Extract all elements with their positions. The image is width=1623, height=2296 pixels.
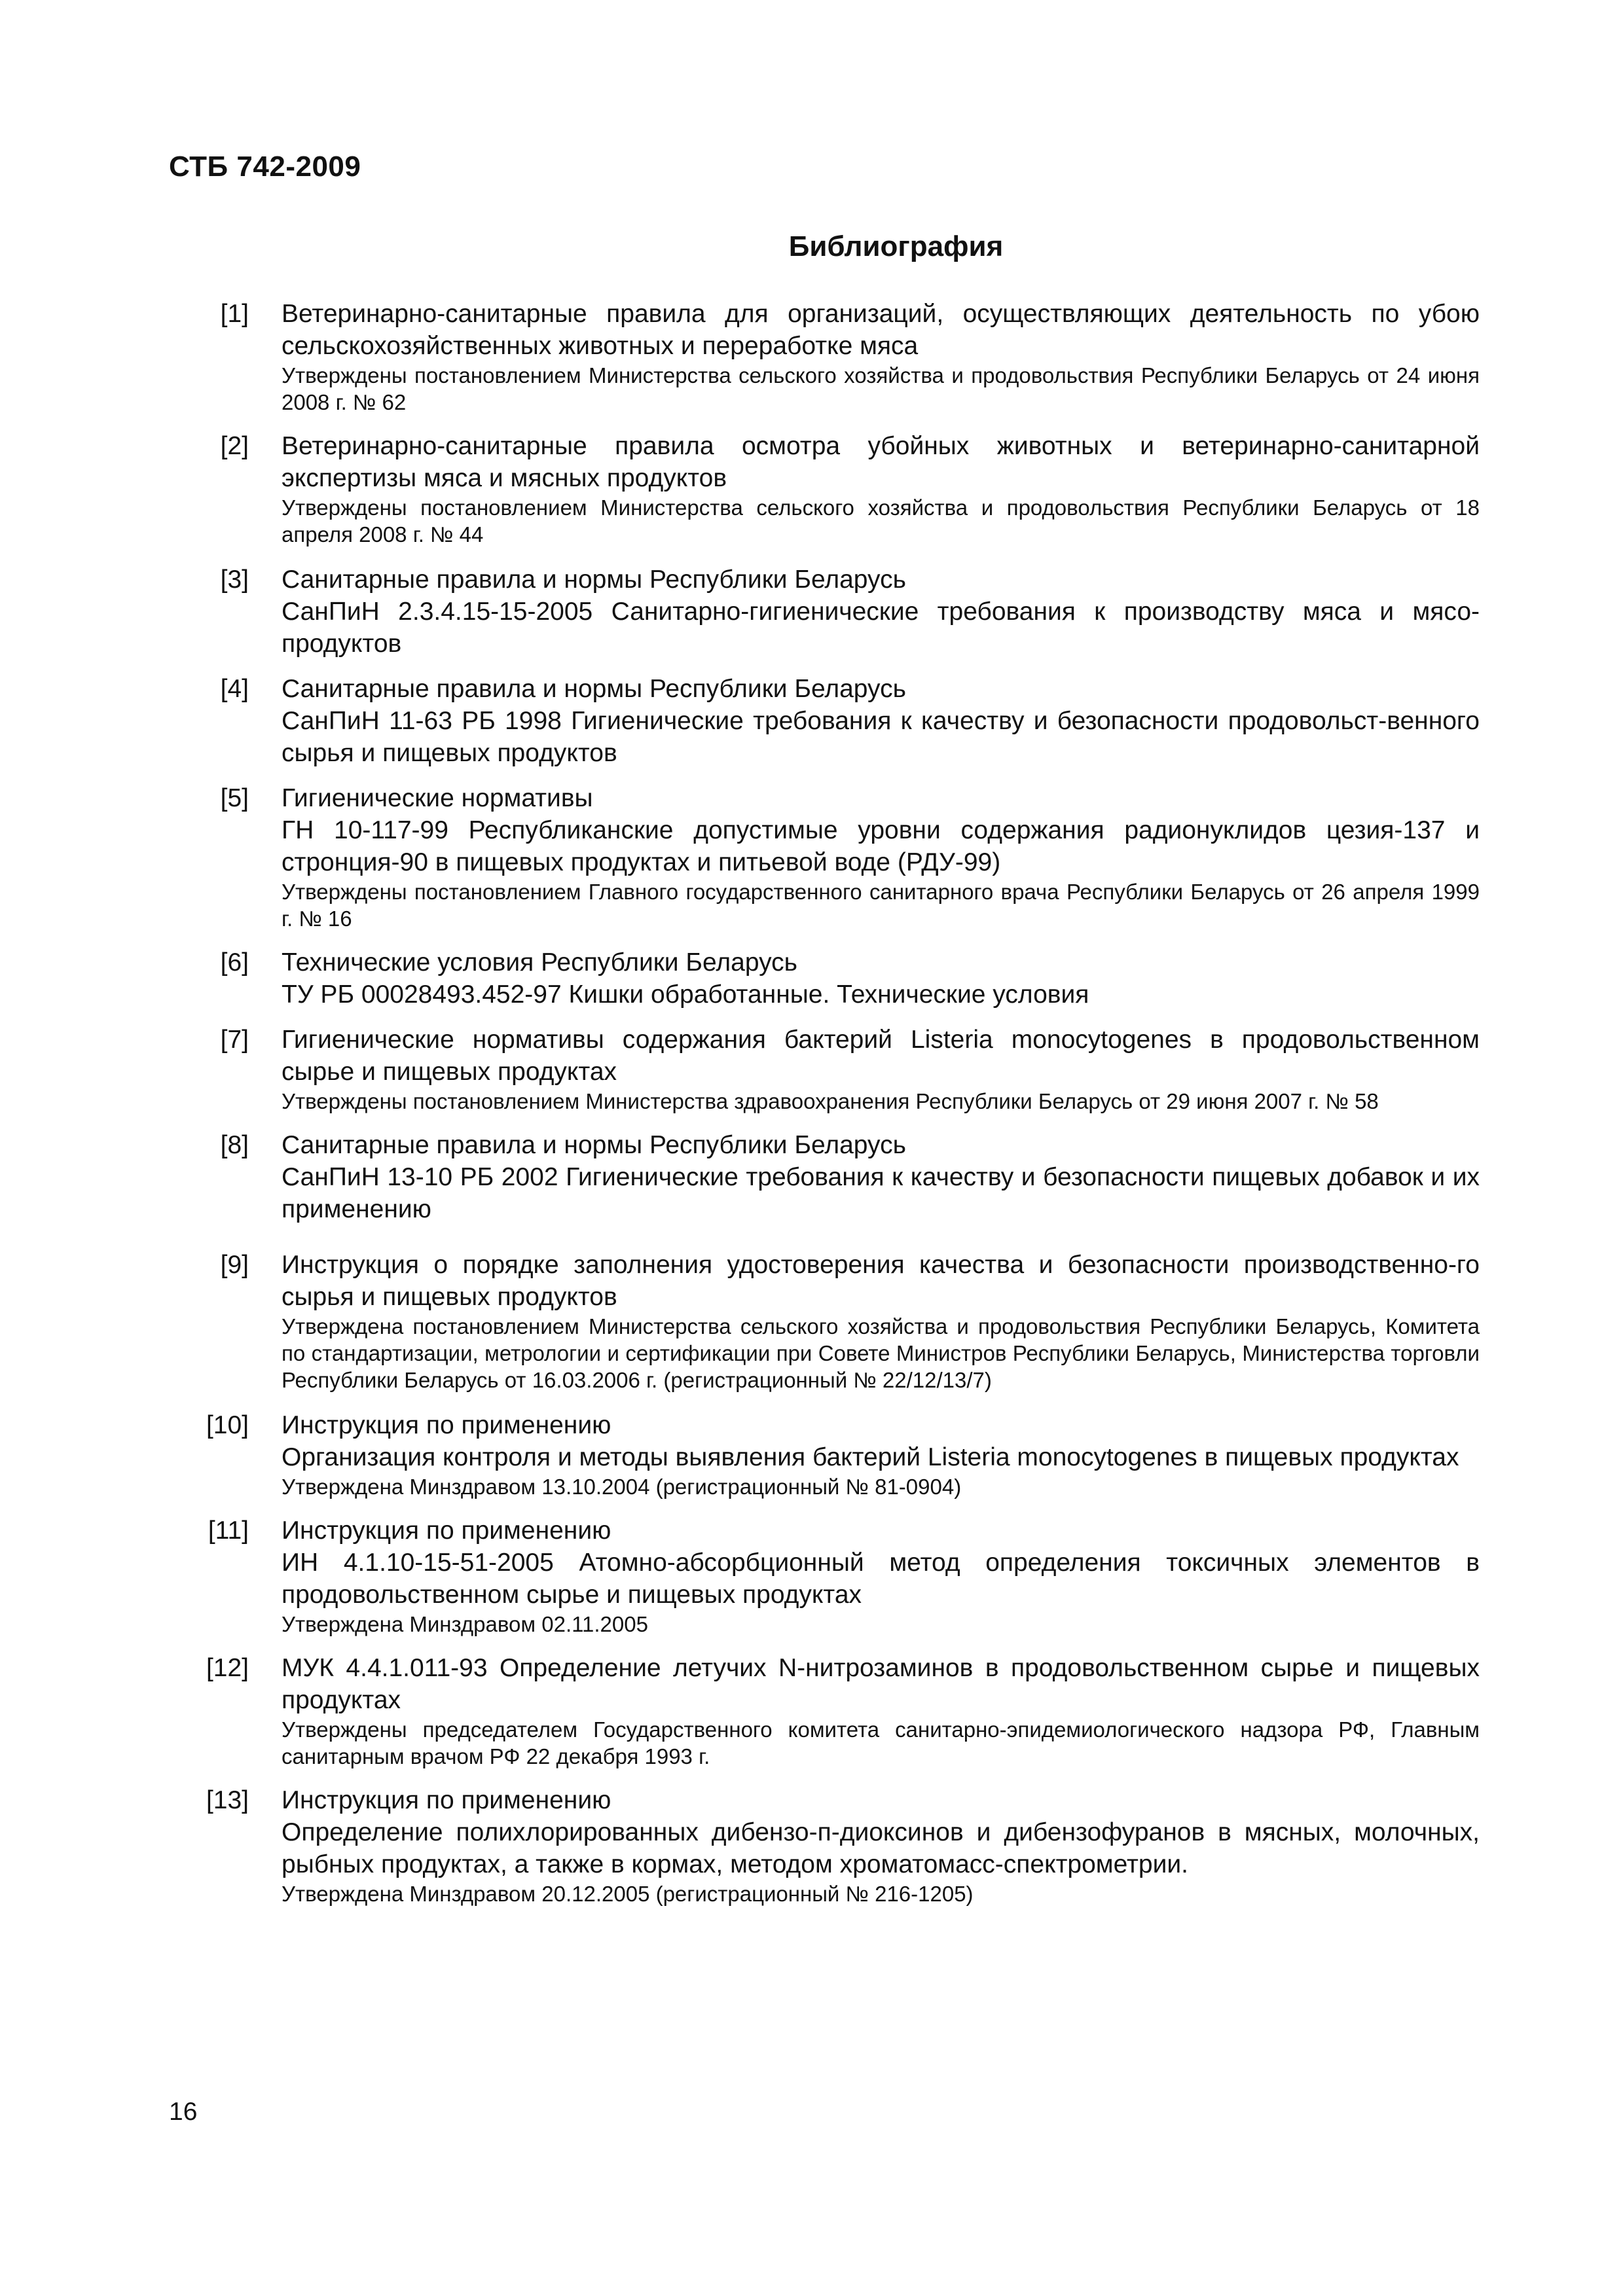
page-title: Библиография [788, 230, 1004, 262]
entry-subtitle: Определение полихлорированных дибензо-п-диоксинов и дибензофуранов в мясных, молочных, рыбных продуктах, а также в кормах, методом хроматомасс-спектрометрии. [282, 1818, 1480, 1878]
entry-number: [1] [220, 300, 249, 328]
entry-approval-note: Утверждены постановлением Министерства сельского хозяйства и продовольствия Республики Беларусь от 24 июня 2008 г. № 62 [282, 363, 1480, 414]
entry-approval-note: Утверждены постановлением Главного государственного санитарного врача Республики Беларусь от 26 апреля 1999 г. № 16 [282, 880, 1480, 931]
entry-number: [2] [220, 432, 249, 460]
entry-title: Инструкция по применению [282, 1516, 611, 1545]
bibliography-entry [196, 1129, 1480, 1225]
bibliography-entry [196, 1409, 1480, 1500]
entry-subtitle: ТУ РБ 00028493.452-97 Кишки обработанные. Технические условия [282, 980, 1089, 1009]
entry-title: Инструкция по применению [282, 1786, 611, 1814]
entry-subtitle: СанПиН 2.3.4.15-15-2005 Санитарно-гигиенические требования к производству мяса и мясо-продуктов [282, 598, 1480, 658]
bibliography-entry [196, 673, 1480, 769]
bibliography-entry [196, 1784, 1480, 1907]
entry-approval-note: Утверждены председателем Государственного комитета санитарно-эпидемиологического надзора РФ, Главным санитарным врачом РФ 22 декабря 1993 г. [282, 1717, 1480, 1768]
page-number: 16 [169, 2098, 198, 2126]
entry-title: Инструкция по применению [282, 1411, 611, 1439]
entry-approval-note: Утверждена постановлением Министерства сельского хозяйства и продовольствия Республики Беларусь, Комитета по стандартизации, метрологии и сертификации при Совете Министров Республики Беларусь, Министерства торговли Республики Беларусь от 16.03.2006 г. (регистрационный № 22/12/13/7) [282, 1314, 1480, 1392]
entry-number: [4] [220, 675, 249, 703]
entry-number: [5] [220, 784, 249, 812]
bibliography-entry [196, 564, 1480, 660]
bibliography-entry [196, 1515, 1480, 1638]
entry-title: Санитарные правила и нормы Республики Беларусь [282, 565, 906, 594]
entry-number: [9] [220, 1251, 249, 1279]
entry-title: Санитарные правила и нормы Республики Беларусь [282, 1131, 906, 1159]
entry-subtitle: СанПиН 11-63 РБ 1998 Гигиенические требования к качеству и безопасности продовольст-венного сырья и пищевых продуктов [282, 707, 1480, 767]
entry-number: [13] [206, 1786, 249, 1814]
bibliography-entry [196, 430, 1480, 548]
document-code: СТБ 742-2009 [169, 151, 361, 183]
bibliography-entry [196, 946, 1480, 1011]
entry-subtitle: Организация контроля и методы выявления бактерий Listeria monocytogenes в пищевых продуктах [282, 1443, 1459, 1471]
entry-approval-note: Утверждены постановлением Министерства здравоохранения Республики Беларусь от 29 июня 2007 г. № 58 [282, 1089, 1379, 1113]
bibliography-list [196, 298, 1480, 1907]
entry-subtitle: СанПиН 13-10 РБ 2002 Гигиенические требования к качеству и безопасности пищевых добавок и их применению [282, 1163, 1480, 1223]
entry-number: [12] [206, 1654, 249, 1682]
entry-approval-note: Утверждена Минздравом 20.12.2005 (регистрационный № 216-1205) [282, 1882, 974, 1906]
entry-title: Гигиенические нормативы содержания бактерий Listeria monocytogenes в продовольственном сырье и пищевых продуктах [282, 1026, 1480, 1086]
entry-title: Ветеринарно-санитарные правила осмотра убойных животных и ветеринарно-санитарной экспертизы мяса и мясных продуктов [282, 432, 1480, 492]
entry-number: [8] [220, 1131, 249, 1159]
entry-subtitle: ГН 10-117-99 Республиканские допустимые уровни содержания радионуклидов цезия-137 и стронция-90 в пищевых продуктах и питьевой воде (РДУ-99) [282, 816, 1480, 876]
entry-title: МУК 4.4.1.011-93 Определение летучих N-нитрозаминов в продовольственном сырье и пищевых продуктах [282, 1654, 1480, 1714]
entry-title: Гигиенические нормативы [282, 784, 593, 812]
entry-title: Инструкция о порядке заполнения удостоверения качества и безопасности производственно-го сырья и пищевых продуктов [282, 1251, 1480, 1311]
bibliography-entry [196, 1652, 1480, 1770]
bibliography-entry [196, 782, 1480, 932]
entry-number: [7] [220, 1026, 249, 1054]
bibliography-entry [196, 298, 1480, 416]
entry-title: Технические условия Республики Беларусь [282, 948, 797, 977]
entry-number: [3] [220, 565, 249, 594]
entry-title: Ветеринарно-санитарные правила для организаций, осуществляющих деятельность по убою сельскохозяйственных животных и переработке мяса [282, 300, 1480, 360]
entry-approval-note: Утверждена Минздравом 13.10.2004 (регистрационный № 81-0904) [282, 1475, 962, 1499]
entry-approval-note: Утверждены постановлением Министерства сельского хозяйства и продовольствия Республики Беларусь от 18 апреля 2008 г. № 44 [282, 495, 1480, 547]
bibliography-entry [196, 1249, 1480, 1393]
entry-title: Санитарные правила и нормы Республики Беларусь [282, 675, 906, 703]
bibliography-entry [196, 1024, 1480, 1115]
entry-number: [10] [206, 1411, 249, 1439]
entry-subtitle: ИН 4.1.10-15-51-2005 Атомно-абсорбционный метод определения токсичных элементов в продовольственном сырье и пищевых продуктах [282, 1549, 1480, 1609]
entry-number: [11] [208, 1516, 249, 1545]
entry-number: [6] [220, 948, 249, 977]
entry-approval-note: Утверждена Минздравом 02.11.2005 [282, 1612, 648, 1636]
